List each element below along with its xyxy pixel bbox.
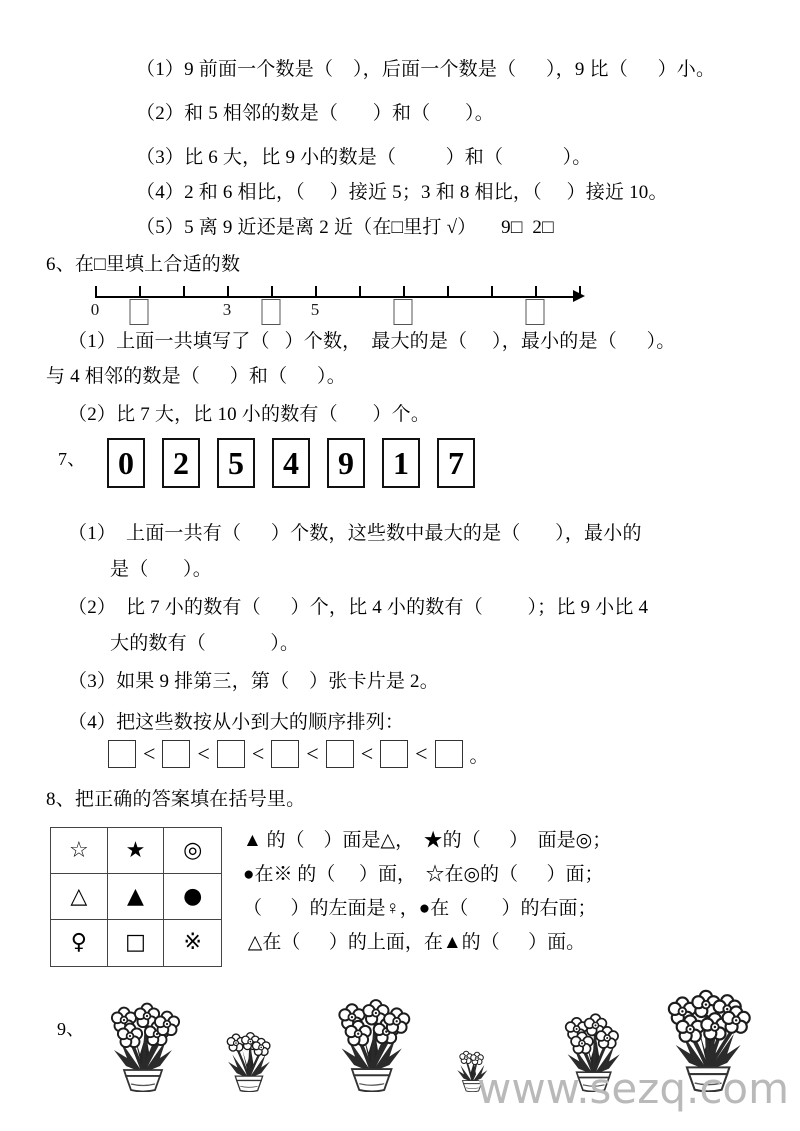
question-5-4: （4）2 和 6 相比，（ ）接近 5；3 和 8 相比，（ ）接近 10。 [136,182,668,203]
flower-pot-icon [218,1026,280,1092]
number-line-answer-box[interactable] [526,299,545,325]
number-line-tick [403,286,405,297]
question-7-2b: 大的数有（ ）。 [110,633,300,654]
less-than-operator: < [251,741,265,766]
symbol-grid-cell: ♀ [51,920,108,966]
site-watermark: www.sezq.com [477,1064,790,1113]
number-line-label: 5 [310,300,320,319]
symbol-grid-cell: △ [51,874,108,920]
number-line-tick [227,286,229,297]
number-line-tick [447,286,449,297]
number-line-tick [535,286,537,297]
number-line-tick [359,286,361,297]
number-line-label: 3 [222,300,232,319]
number-line-answer-box[interactable] [262,299,281,325]
section-6-heading: 6、在□里填上合适的数 [46,254,241,275]
ordering-answer-box[interactable] [108,740,136,768]
number-card: 2 [162,438,200,488]
question-8-3: （ ）的左面是♀，●在（ ）的右面； [243,898,597,919]
question-5-1: （1）9 前面一个数是（ ），后面一个数是（ ），9 比（ ）小。 [136,59,716,80]
symbol-grid-cell: ※ [183,930,202,955]
number-line-tick [139,286,141,297]
question-7-4: （4）把这些数按从小到大的顺序排列： [68,712,405,733]
less-than-operator: < [360,741,374,766]
section-7-heading: 7、 [58,449,86,469]
question-8-4: △在（ ）的上面，在▲的（ ）面。 [243,932,586,953]
number-card: 7 [437,438,475,488]
number-card: 4 [272,438,310,488]
flower-pot-icon [100,1000,186,1092]
symbol-grid [50,827,222,967]
number-card: 0 [107,438,145,488]
ordering-answer-box[interactable] [326,740,354,768]
number-line-tick [491,286,493,297]
number-line-tick [95,286,97,297]
question-7-1b: 是（ ）。 [110,559,212,580]
number-card: 1 [382,438,420,488]
section-8-statements [243,824,788,960]
less-than-operator: < [306,741,319,766]
number-card: 9 [327,438,365,488]
number-card-row [107,438,475,488]
question-5-3: （3）比 6 大，比 9 小的数是（ ）和（ ）。 [136,147,592,168]
number-line-answer-box[interactable] [130,299,149,325]
question-7-1: （1） 上面一共有（ ）个数，这些数中最大的是（ ），最小的 [68,523,642,544]
number-line-label: 0 [90,300,100,319]
ordering-boxes-row [108,740,489,768]
ordering-answer-box[interactable] [162,740,190,768]
section-9-heading: 9、 [57,1019,85,1039]
number-line-tick [579,286,581,297]
symbol-grid-cell: ● [164,874,221,920]
less-than-operator: < [197,741,210,766]
symbol-grid-cell: ◎ [164,828,221,874]
question-6-1: （1）上面一共填写了（ ）个数， 最大的是（ ），最小的是（ ）。 [68,331,676,352]
number-line-tick [183,286,185,297]
number-card: 5 [217,438,255,488]
symbol-grid-cell: ★ [108,828,165,874]
ordering-row-period: 。 [469,745,489,767]
question-7-2: （2） 比 7 小的数有（ ）个，比 4 小的数有（ ）；比 9 小比 4 [68,597,649,618]
number-line-answer-box[interactable] [394,299,413,325]
ordering-answer-box[interactable] [217,740,245,768]
question-5-5: （5）5 离 9 近还是离 2 近（在□里打 √） 9□ 2□ [136,217,554,238]
question-7-3: （3）如果 9 排第三，第（ ）张卡片是 2。 [68,671,439,692]
symbol-grid-cell: ▲ [108,874,165,920]
number-line-tick [271,286,273,297]
ordering-answer-box[interactable] [435,740,463,768]
number-line [90,282,605,330]
question-8-2: ●在※ 的（ ）面， ☆在◎的（ ）面； [243,864,604,885]
number-line-tick [315,286,317,297]
section-8-heading: 8、把正确的答案填在括号里。 [46,789,306,810]
less-than-operator: < [415,741,428,766]
symbol-grid-cell: □ [108,920,165,966]
question-6-2: （2）比 7 大，比 10 小的数有（ ）个。 [68,404,431,425]
ordering-answer-box[interactable] [380,740,408,768]
question-6-1b: 与 4 相邻的数是（ ）和（ ）。 [46,366,346,387]
less-than-operator: < [143,741,156,766]
symbol-grid-cell: ☆ [51,828,108,874]
question-5-2: （2）和 5 相邻的数是（ ）和（ ）。 [136,103,494,124]
number-line-axis [95,296,577,298]
flower-pot-icon [327,996,416,1092]
question-8-1: ▲ 的（ ）面是△， ★的（ ） 面是◎； [243,830,612,851]
ordering-answer-box[interactable] [271,740,299,768]
